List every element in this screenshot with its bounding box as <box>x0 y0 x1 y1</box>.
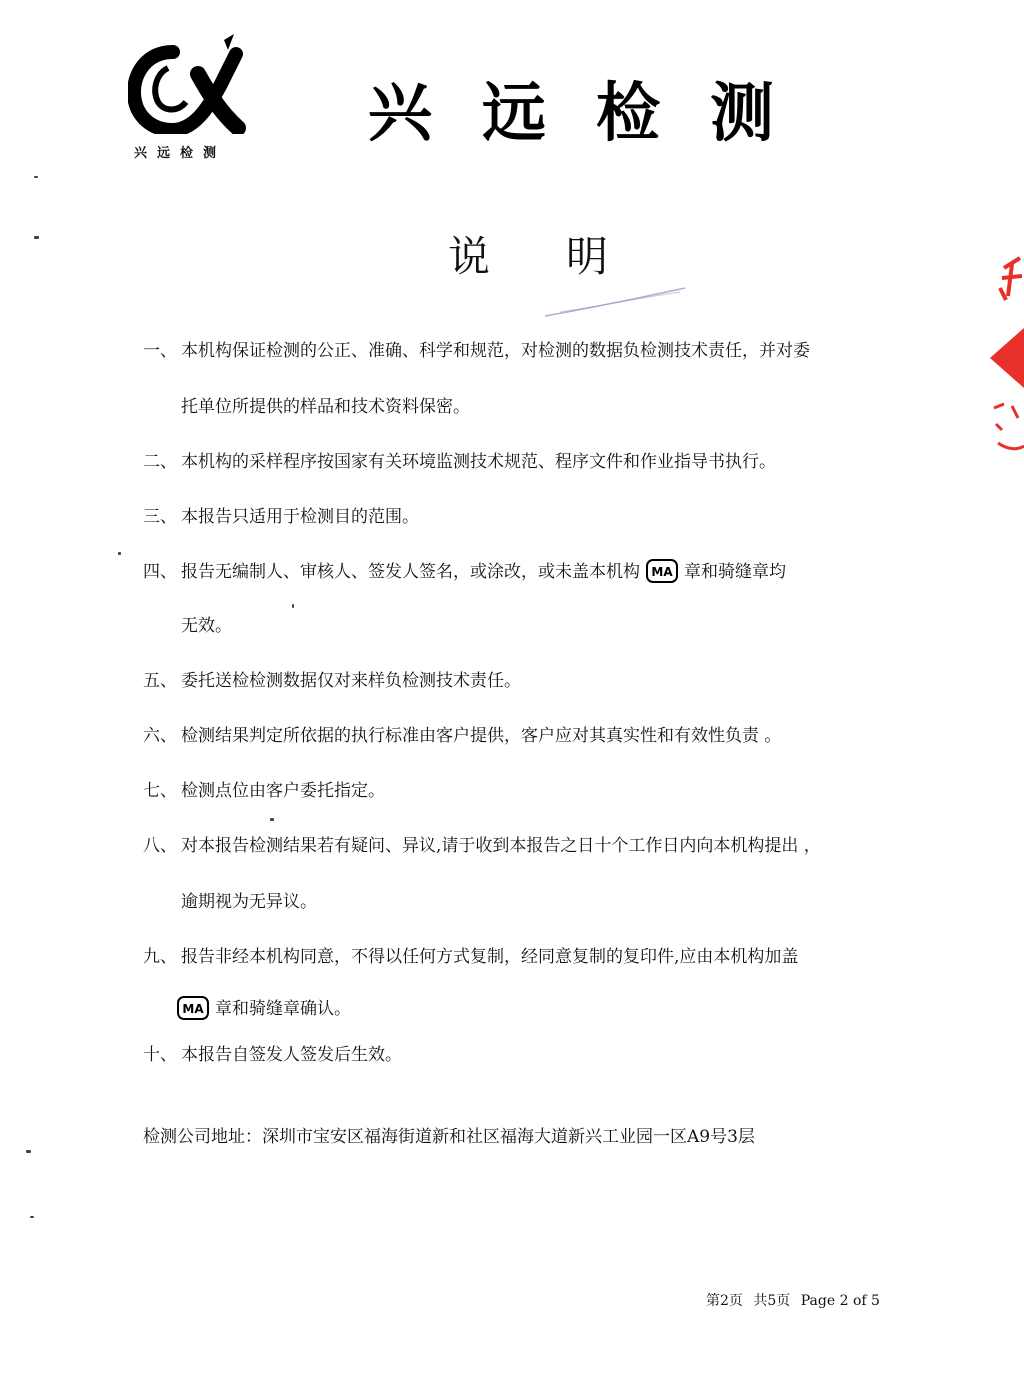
item-number: 四、 <box>143 562 177 582</box>
list-item <box>143 502 913 532</box>
list-item <box>143 942 913 1024</box>
item-text-continued: 托单位所提供的样品和技术资料保密。 <box>181 397 470 417</box>
pen-scribble-mark <box>540 282 690 322</box>
page-number-en: Page 2 of 5 <box>800 1293 880 1309</box>
item-number: 七、 <box>143 781 177 801</box>
item-number: 三、 <box>143 507 177 527</box>
list-item <box>143 447 913 477</box>
item-text: 本报告只适用于检测目的范围。 <box>181 507 419 527</box>
item-text: 检测结果判定所依据的执行标准由客户提供，客户应对其真实性和有效性负责 。 <box>181 726 782 746</box>
statement-list <box>143 336 913 1070</box>
item-text: 对本报告检测结果若有疑问、异议,请于收到本报告之日十个工作日内向本机构提出 ， <box>181 836 821 856</box>
scan-speck <box>34 236 39 239</box>
item-number: 五、 <box>143 671 177 691</box>
scan-speck <box>30 1216 34 1218</box>
item-text: 章和骑缝章均 <box>684 562 786 582</box>
page-number-cn: 第2页 <box>706 1293 743 1309</box>
item-text: 报告非经本机构同意，不得以任何方式复制，经同意复制的复印件,应由本机构加盖 <box>181 947 799 967</box>
item-text: 委托送检检测数据仅对来样负检测技术责任。 <box>181 671 521 691</box>
scan-speck <box>26 1150 31 1153</box>
scan-speck <box>34 176 38 178</box>
scan-speck <box>118 552 121 555</box>
list-item <box>143 557 913 641</box>
page-total-cn: 共5页 <box>753 1293 791 1309</box>
item-text-continued <box>181 994 913 1024</box>
list-item <box>143 1040 913 1070</box>
item-number: 九、 <box>143 947 177 967</box>
list-item <box>143 721 913 751</box>
svg-text:MA: MA <box>182 1002 204 1016</box>
item-number: 八、 <box>143 836 177 856</box>
scan-speck <box>292 604 294 608</box>
item-number: 六、 <box>143 726 177 746</box>
item-text: 检测点位由客户委托指定。 <box>181 781 385 801</box>
ma-certification-icon <box>177 996 209 1020</box>
page-footer <box>706 1290 886 1310</box>
list-item <box>143 336 913 422</box>
list-item <box>143 831 913 917</box>
item-number: 一、 <box>143 341 177 361</box>
red-seal-stamp-icon <box>982 248 1024 458</box>
item-text-continued: 无效。 <box>181 616 232 636</box>
scan-speck <box>270 818 274 821</box>
logo-caption: 兴远检测 <box>134 146 227 161</box>
item-text: 本机构保证检测的公正、准确、科学和规范，对检测的数据负检测技术责任，并对委 <box>181 341 810 361</box>
ma-certification-icon <box>646 559 678 583</box>
svg-text:MA: MA <box>651 565 673 579</box>
list-item <box>143 666 913 696</box>
item-number: 十、 <box>143 1045 177 1065</box>
alpha-logo-icon <box>128 34 246 134</box>
item-number: 二、 <box>143 452 177 472</box>
company-name: 兴远检测 <box>368 77 824 151</box>
document-title: 说明 <box>448 232 685 281</box>
company-logo <box>128 34 246 164</box>
item-text: 章和骑缝章确认。 <box>215 999 351 1019</box>
list-item <box>143 776 913 806</box>
item-text-continued: 逾期视为无异议。 <box>181 892 317 912</box>
company-address: 检测公司地址：深圳市宝安区福海街道新和社区福海大道新兴工业园一区A9号3层 <box>143 1127 755 1147</box>
item-text: 本报告自签发人签发后生效。 <box>181 1045 402 1065</box>
item-text: 本机构的采样程序按国家有关环境监测技术规范、程序文件和作业指导书执行。 <box>181 452 776 472</box>
item-text: 报告无编制人、审核人、签发人签名，或涂改，或未盖本机构 <box>181 562 640 582</box>
